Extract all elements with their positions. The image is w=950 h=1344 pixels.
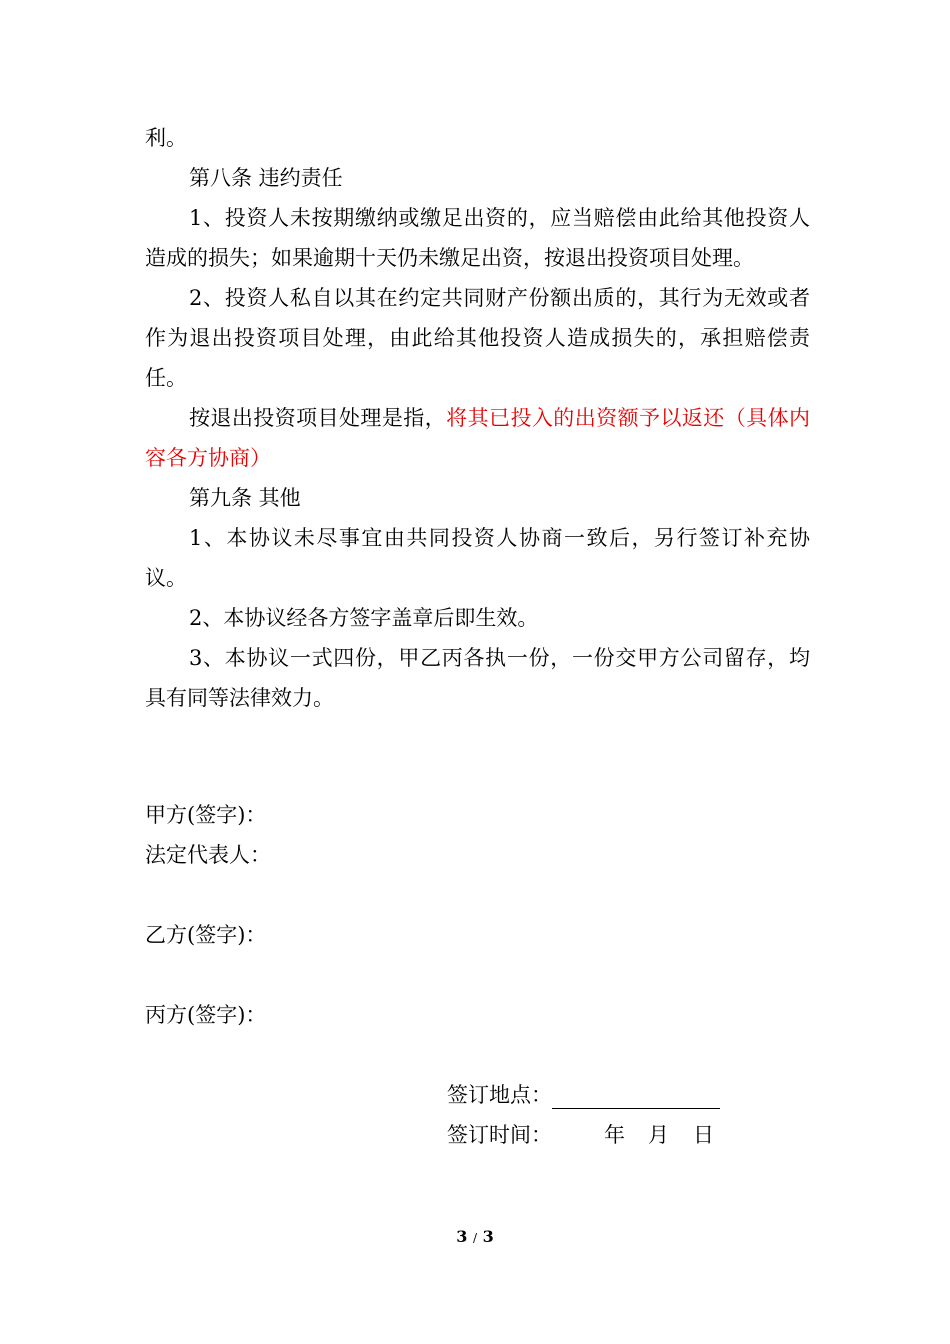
paragraph-continuation: 利。 — [145, 126, 187, 150]
current-page-number: 3 — [456, 1227, 468, 1246]
page-number — [0, 1225, 950, 1250]
article-8-clause-3-prefix: 按退出投资项目处理是指， — [189, 406, 447, 430]
page-separator: / — [472, 1231, 478, 1245]
article-9-clause-3: 3、本协议一式四份，甲乙丙各执一份，一份交甲方公司留存，均具有同等法律效力。 — [145, 646, 810, 710]
signing-time-row — [447, 1115, 714, 1155]
party-b-signature-label: 乙方(签字)： — [145, 923, 267, 947]
signing-time-label: 签订时间： — [447, 1123, 552, 1147]
article-9-heading: 第九条 其他 — [189, 486, 301, 510]
legal-representative-label: 法定代表人： — [145, 843, 271, 867]
total-page-number: 3 — [482, 1227, 494, 1246]
signing-place-row — [447, 1075, 720, 1115]
article-8-clause-3 — [145, 398, 810, 478]
signing-place-label: 签订地点： — [447, 1083, 552, 1107]
date-day: 日 — [693, 1123, 714, 1147]
article-8-clause-1: 1、投资人未按期缴纳或缴足出资的，应当赔偿由此给其他投资人造成的损失；如果逾期十天仍未缴足出资，按退出投资项目处理。 — [145, 206, 810, 270]
article-8-heading: 第八条 违约责任 — [189, 166, 343, 190]
party-a-signature-label: 甲方(签字)： — [145, 803, 267, 827]
article-9-clause-1: 1、本协议未尽事宜由共同投资人协商一致后，另行签订补充协议。 — [145, 526, 810, 590]
date-year: 年 — [604, 1123, 625, 1147]
contract-body — [145, 118, 810, 718]
article-8-clause-2: 2、投资人私自以其在约定共同财产份额出质的，其行为无效或者作为退出投资项目处理，由此给其他投资人造成损失的，承担赔偿责任。 — [145, 286, 810, 390]
date-month: 月 — [648, 1123, 669, 1147]
party-c-signature-label: 丙方(签字)： — [145, 1003, 267, 1027]
article-9-clause-2: 2、本协议经各方签字盖章后即生效。 — [189, 606, 539, 630]
article-8-clause-3-highlight: 将其已投入的出资额予以返还（具体内容各方协商） — [145, 406, 811, 470]
signing-place-blank — [552, 1084, 720, 1109]
